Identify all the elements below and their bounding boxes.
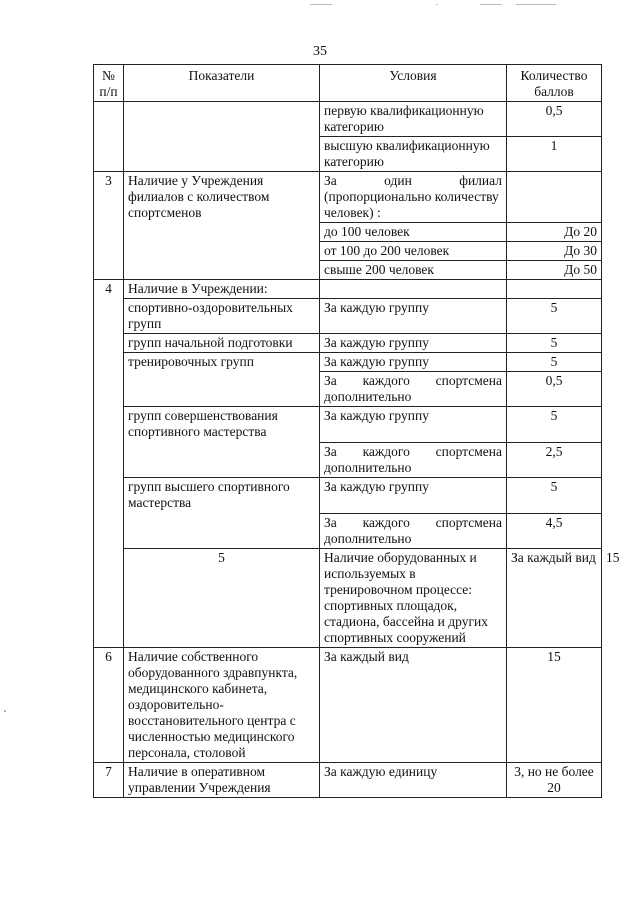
row-condition: от 100 до 200 человек [320,242,507,261]
row-num: 5 [124,549,320,648]
row-condition: За каждого спортсмена дополнительно [320,514,507,549]
row-points: 0,5 [507,372,602,407]
table-row: 5 Наличие оборудованных и используемых в тренировочном процессе: спортивных площадок, стадиона, бассейна и других спортивных сооружений За каждый вид 15 [94,549,602,648]
row-indicator: Наличие оборудованных и используемых в тренировочном процессе: спортивных площадок, стадиона, бассейна и других спортивных сооружений [320,549,507,648]
row-condition: свыше 200 человек [320,261,507,280]
table-row [94,763,602,798]
table-row [94,407,602,443]
row-points: 5 [507,334,602,353]
row-condition [320,172,507,223]
page-number: 35 [313,44,327,59]
header-num: № п/п [94,65,124,102]
row-condition: За каждого спортсмена дополнительно [320,443,507,478]
row-points: До 50 [507,261,602,280]
row-condition: За каждую группу [320,353,507,372]
condition-line: (пропорционально количеству человек) : [324,189,499,220]
row-num: 6 [94,648,124,763]
row-condition: до 100 человек [320,223,507,242]
header-indicator: Показатели [124,65,320,102]
row-condition: За каждую группу [320,299,507,334]
row-condition: За каждый вид [507,549,602,648]
table-header-row [94,65,602,102]
row-points-empty [507,172,602,223]
row-num: 3 [94,172,124,280]
criteria-table [93,64,620,798]
group-name: тренировочных групп [124,353,320,407]
row-points: 5 [507,478,602,514]
row-condition-empty [320,280,507,299]
row-indicator: Наличие в оперативном управлении Учреждения [124,763,320,798]
header-points: Количество баллов [507,65,602,102]
row-points: 0,5 [507,102,602,137]
group-name: групп совершенствования спортивного мастерства [124,407,320,478]
group-name: групп начальной подготовки [124,334,320,353]
row-points: 15 [507,648,602,763]
condition-line: За один филиал [324,173,502,188]
row-points: 3, но не более 20 [507,763,602,798]
row-indicator: Наличие собственного оборудованного здравпункта, медицинского кабинета, оздоровительно-восстановительного центра с численностью медицинского персонала, столовой [124,648,320,763]
table-row [94,102,602,137]
row-condition: высшую квалификационную категорию [320,137,507,172]
row-points: До 30 [507,242,602,261]
row-points: 4,5 [507,514,602,549]
row-indicator: Наличие у Учреждения филиалов с количеством спортсменов [124,172,320,280]
table-row [94,280,602,299]
row-condition: За каждого спортсмена дополнительно [320,372,507,407]
row-points: 5 [507,407,602,443]
row-points: 2,5 [507,443,602,478]
row-points: 5 [507,353,602,372]
scan-artifact-marks [310,4,560,8]
row-points-empty [507,280,602,299]
row-num: 7 [94,763,124,798]
table-row [94,478,602,514]
row-points: 5 [507,299,602,334]
table-row [94,353,602,372]
row-indicator-empty [124,102,320,172]
row-condition: За каждую единицу [320,763,507,798]
scan-artifact-dot [4,710,6,712]
group-name: спортивно-оздоровительных групп [124,299,320,334]
table-row [94,334,602,353]
row-condition: За каждый вид [320,648,507,763]
row-condition: За каждую группу [320,334,507,353]
header-condition: Условия [320,65,507,102]
row-num-empty [94,102,124,172]
row-condition: За каждую группу [320,478,507,514]
table-row [94,648,602,763]
row-indicator: Наличие в Учреждении: [124,280,320,299]
group-name: групп высшего спортивного мастерства [124,478,320,549]
row-condition: За каждую группу [320,407,507,443]
row-condition: первую квалификационную категорию [320,102,507,137]
table-row [94,299,602,334]
table-row [94,172,602,223]
row-points: До 20 [507,223,602,242]
row-num: 4 [94,280,124,648]
row-points: 1 [507,137,602,172]
